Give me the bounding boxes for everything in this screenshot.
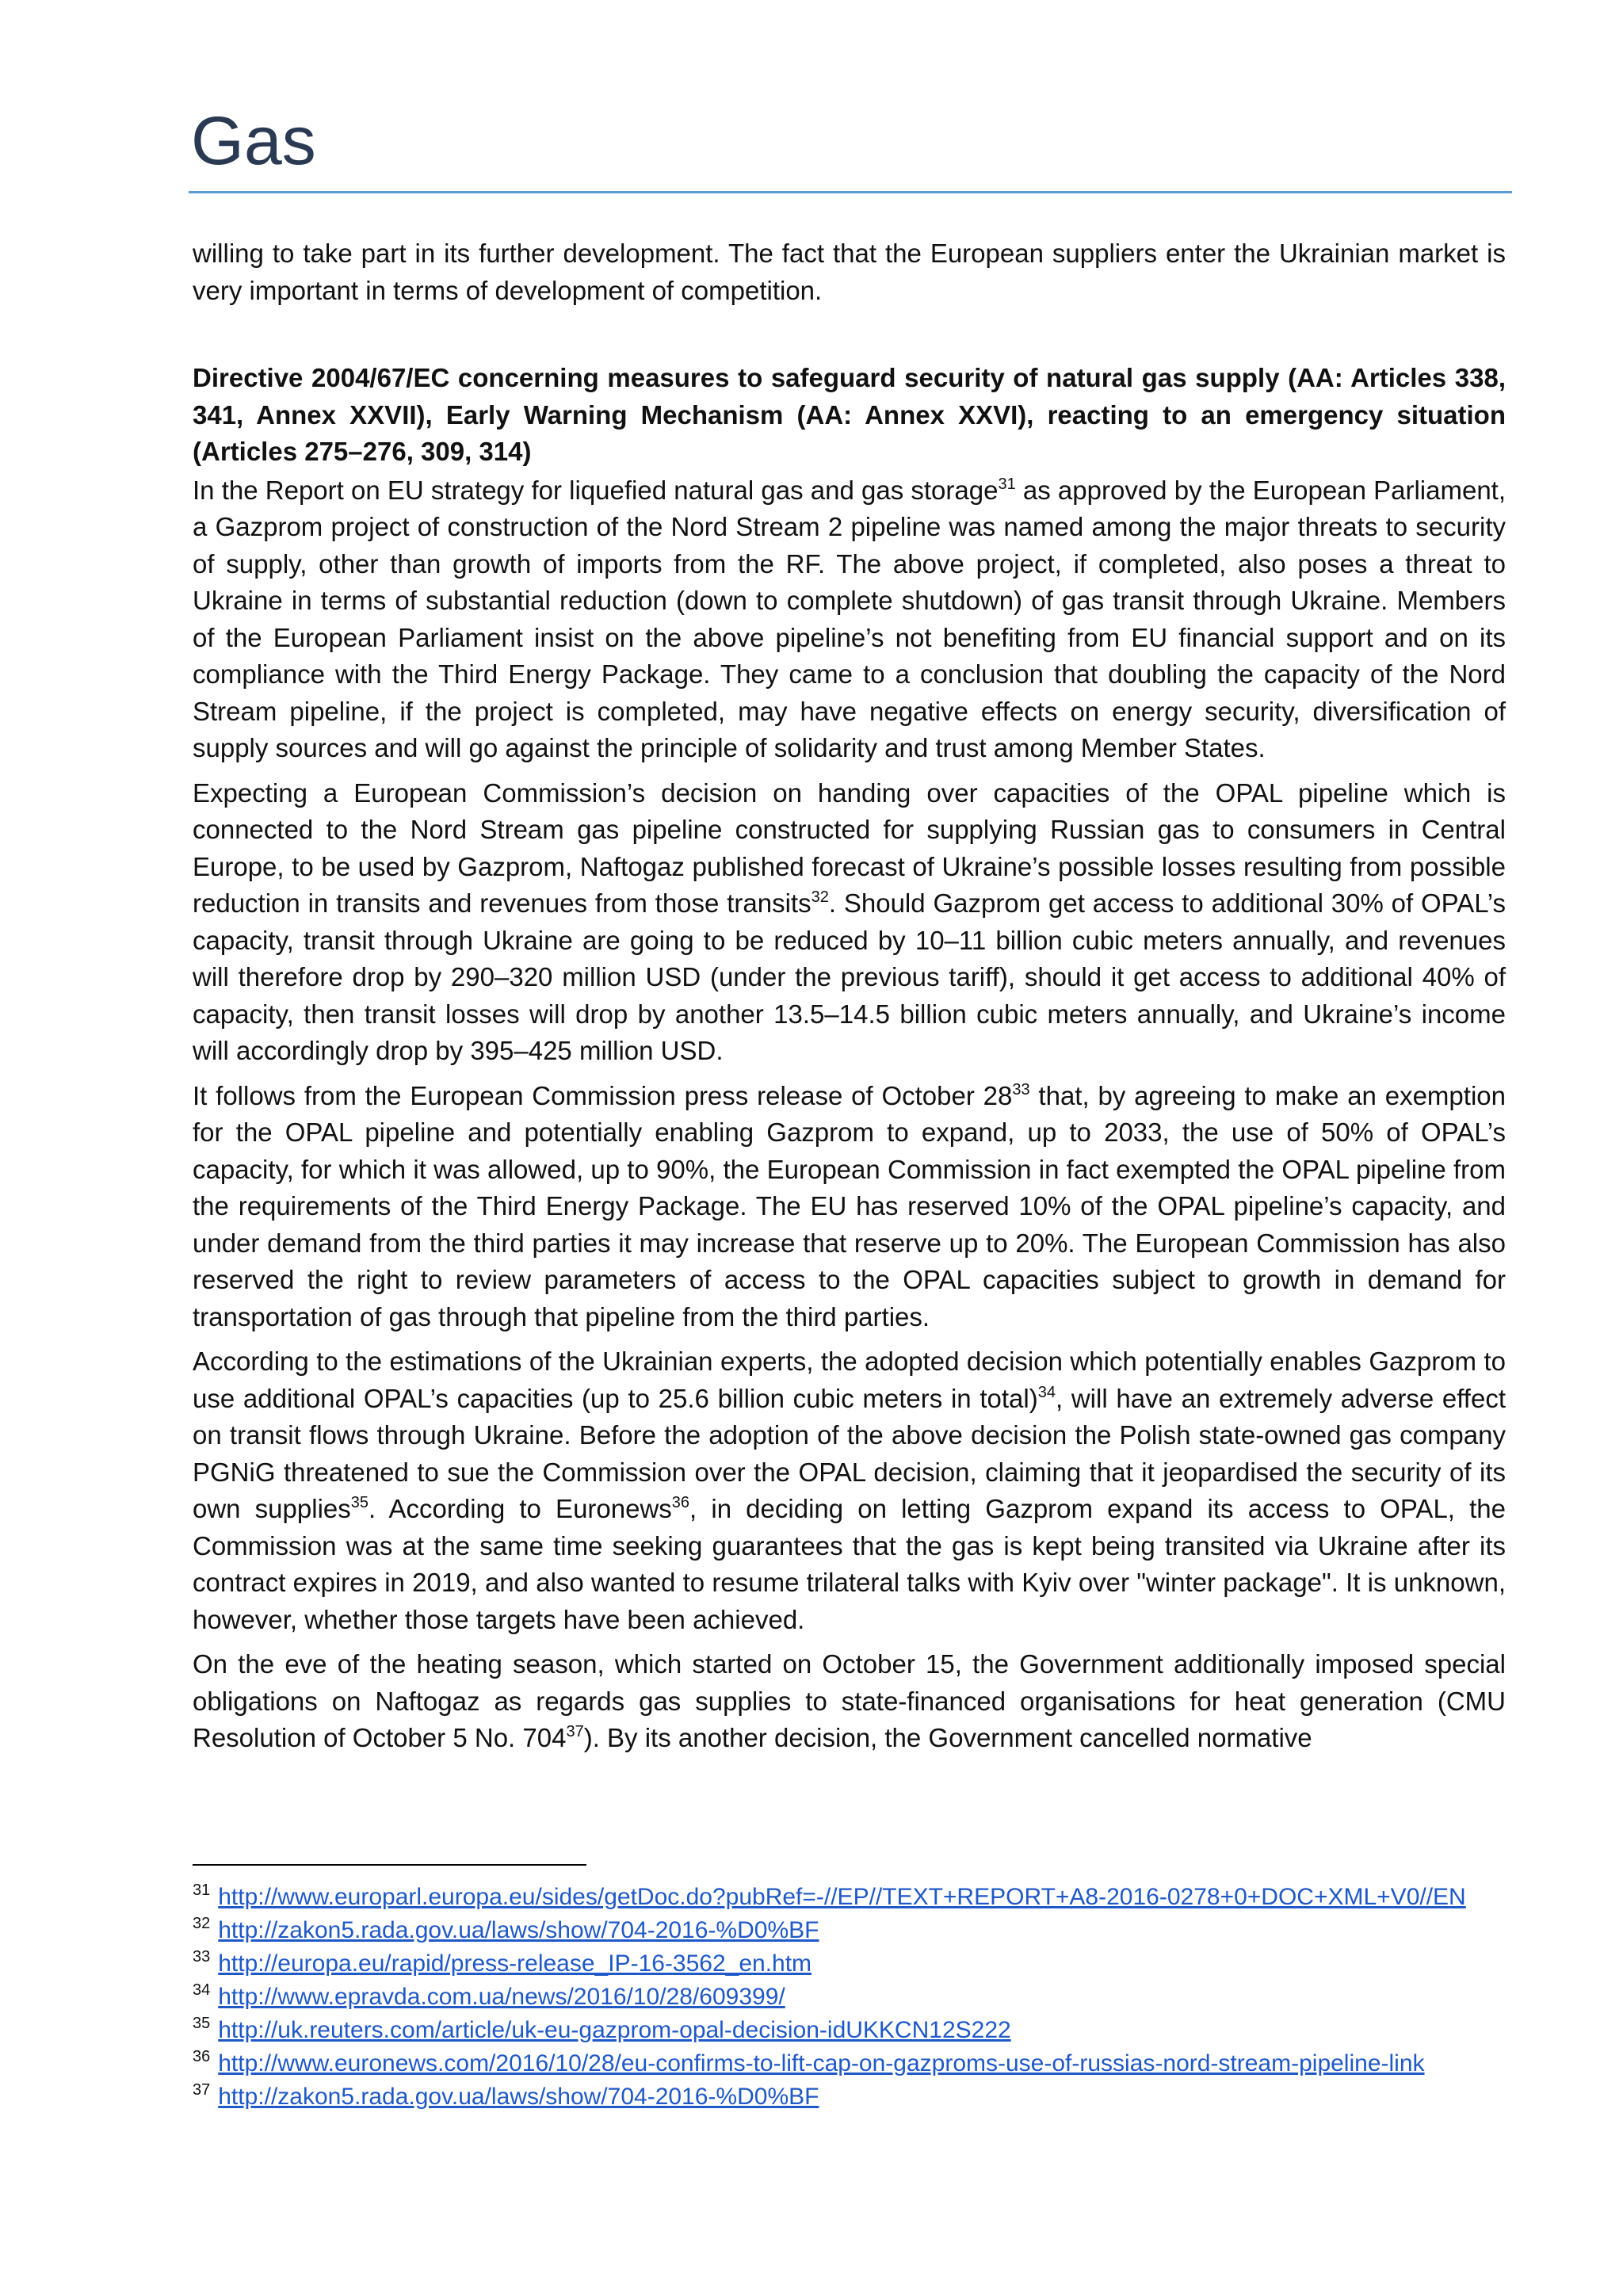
paragraph-4-text-cont: that, by agreeing to make an exemption for the OPAL pipeline and potentially enabling Gazprom to expand, up to 2033, the use of 50% of OPAL’s capacity, for which it was allowed, up to 90%, the European Commission in fact exempted the OPAL pipeline from the requirements of the Third Energy Package. The EU has reserved 10% of the OPAL pipeline’s capacity, and under demand from the third parties it may increase that reserve up to 20%. The European Commission has also reserved the right to review parameters of access to the OPAL capacities subject to growth in demand for transportation of gas through that pipeline from the third parties. xyxy=(193,1080,1506,1331)
header-divider xyxy=(189,191,1512,193)
footnote-item xyxy=(193,1881,1524,1914)
paragraph-2 xyxy=(193,472,1506,767)
paragraph-5-text-cont: , will have an extremely adverse effect on transit flows through Ukraine. Before the adoption of the above decision the Polish state-owned gas company PGNiG threatened to sue the Commission over the OPAL decision, claiming that it jeopardised the security of its own supplies xyxy=(193,1383,1506,1523)
footnote-item xyxy=(193,1981,1524,2014)
footnote-link[interactable]: http://uk.reuters.com/article/uk-eu-gazprom-opal-decision-idUKKCN12S222 xyxy=(218,2017,1011,2043)
paragraph-6-text-cont: ). By its another decision, the Government cancelled normative xyxy=(583,1723,1312,1752)
paragraph-2-text: In the Report on EU strategy for liquefied natural gas and gas storage xyxy=(193,475,999,505)
paragraph-6-text: On the eve of the heating season, which started on October 15, the Government additionally imposed special obligations on Naftogaz as regards gas supplies to state-financed organisations for heat generation (CMU Resolution of October 5 No. 704 xyxy=(193,1649,1506,1752)
footnote-link[interactable]: http://zakon5.rada.gov.ua/laws/show/704-2016-%D0%BF xyxy=(218,2084,819,2110)
footnote-number: 35 xyxy=(193,2015,211,2032)
paragraph-5-text-cont2: . According to Euronews xyxy=(369,1494,672,1523)
page-title: Gas xyxy=(191,103,316,179)
paragraph-3-text-cont: . Should Gazprom get access to additional 30% of OPAL’s capacity, transit through Ukraine are going to be reduced by 10–11 billion cubic meters annually, and revenues will therefore drop by 290–320 million USD (under the previous tariff), should it get access to additional 40% of capacity, then transit losses will drop by another 13.5–14.5 billion cubic meters annually, and Ukraine’s income will accordingly drop by 395–425 million USD. xyxy=(193,888,1506,1065)
paragraph-5-text-cont3: , in deciding on letting Gazprom expand its access to OPAL, the Commission was at the same time seeking guarantees that the gas is kept being transited via Ukraine after its contract expires in 2019, and also wanted to resume trilateral talks with Kyiv over "winter package". It is unknown, however, whether those targets have been achieved. xyxy=(193,1494,1506,1634)
paragraph-2-text-cont: as approved by the European Parliament, a Gazprom project of construction of the Nord Stream 2 pipeline was named among the major threats to security of supply, other than growth of imports from the RF. The above project, if completed, also poses a threat to Ukraine in terms of substantial reduction (down to complete shutdown) of gas transit through Ukraine. Members of the European Parliament insist on the above pipeline’s not benefiting from EU financial support and on its compliance with the Third Energy Package. They came to a conclusion that doubling the capacity of the Nord Stream pipeline, if the project is completed, may have negative effects on energy security, diversification of supply sources and will go against the principle of solidarity and trust among Member States. xyxy=(193,475,1507,762)
footnote-divider xyxy=(193,1864,586,1866)
main-content xyxy=(193,235,1506,1765)
footnote-number: 34 xyxy=(193,1981,211,1999)
paragraph-3-text: Expecting a European Commission’s decision on handing over capacities of the OPAL pipeline which is connected to the Nord Stream gas pipeline constructed for supplying Russian gas to consumers in Central Europe, to be used by Gazprom, Naftogaz published forecast of Ukraine’s possible losses resulting from possible reduction in transits and revenues from those transits xyxy=(193,777,1506,918)
footnote-ref-33[interactable]: 33 xyxy=(1012,1080,1030,1098)
footnote-link[interactable]: http://www.euronews.com/2016/10/28/eu-confirms-to-lift-cap-on-gazproms-use-of-russias-nord-stream-pipeline-link xyxy=(218,2050,1425,2076)
footnote-ref-32[interactable]: 32 xyxy=(811,888,829,906)
paragraph-5 xyxy=(193,1343,1506,1638)
footnote-item xyxy=(193,1914,1524,1947)
paragraph-1: willing to take part in its further development. The fact that the European suppliers enter the Ukrainian market is very important in terms of development of competition. xyxy=(193,239,1506,305)
paragraph-4 xyxy=(193,1078,1506,1336)
footnote-item xyxy=(193,2047,1524,2080)
footnotes-list xyxy=(193,1881,1524,2114)
paragraph-3 xyxy=(193,775,1506,1070)
footnote-number: 37 xyxy=(193,2081,211,2099)
footnote-link[interactable]: http://www.epravda.com.ua/news/2016/10/28/609399/ xyxy=(218,1984,785,2010)
footnote-item xyxy=(193,1947,1524,1981)
footnote-number: 33 xyxy=(193,1948,211,1966)
footnote-ref-34[interactable]: 34 xyxy=(1037,1383,1056,1401)
footnote-number: 36 xyxy=(193,2048,211,2065)
footnote-ref-35[interactable]: 35 xyxy=(350,1494,369,1511)
footnote-number: 31 xyxy=(193,1881,211,1899)
footnote-link[interactable]: http://zakon5.rada.gov.ua/laws/show/704-2016-%D0%BF xyxy=(218,1917,819,1943)
footnote-ref-31[interactable]: 31 xyxy=(998,475,1016,493)
footnote-ref-37[interactable]: 37 xyxy=(566,1723,584,1740)
footnote-link[interactable]: http://www.europarl.europa.eu/sides/getDoc.do?pubRef=-//EP//TEXT+REPORT+A8-2016-0278+0+DOC+XML+V0//EN xyxy=(218,1884,1466,1910)
footnote-number: 32 xyxy=(193,1915,211,1932)
paragraph-4-text: It follows from the European Commission press release of October 28 xyxy=(193,1080,1013,1110)
footnote-link[interactable]: http://europa.eu/rapid/press-release_IP-16-3562_en.htm xyxy=(218,1950,812,1977)
paragraph-6 xyxy=(193,1646,1506,1757)
paragraph-5-text: According to the estimations of the Ukrainian experts, the adopted decision which potentially enables Gazprom to use additional OPAL’s capacities (up to 25.6 billion cubic meters in total) xyxy=(193,1347,1506,1413)
footnote-ref-36[interactable]: 36 xyxy=(671,1494,690,1511)
footnote-item xyxy=(193,2014,1524,2047)
section-heading: Directive 2004/67/EC concerning measures to safeguard security of natural gas supply (AA: Articles 338, 341, Annex XXVII), Early Warning Mechanism (AA: Annex XXVI), reacting to an emergency situation (Articles 275–276, 309, 314) xyxy=(193,363,1506,466)
footnote-item xyxy=(193,2080,1524,2114)
